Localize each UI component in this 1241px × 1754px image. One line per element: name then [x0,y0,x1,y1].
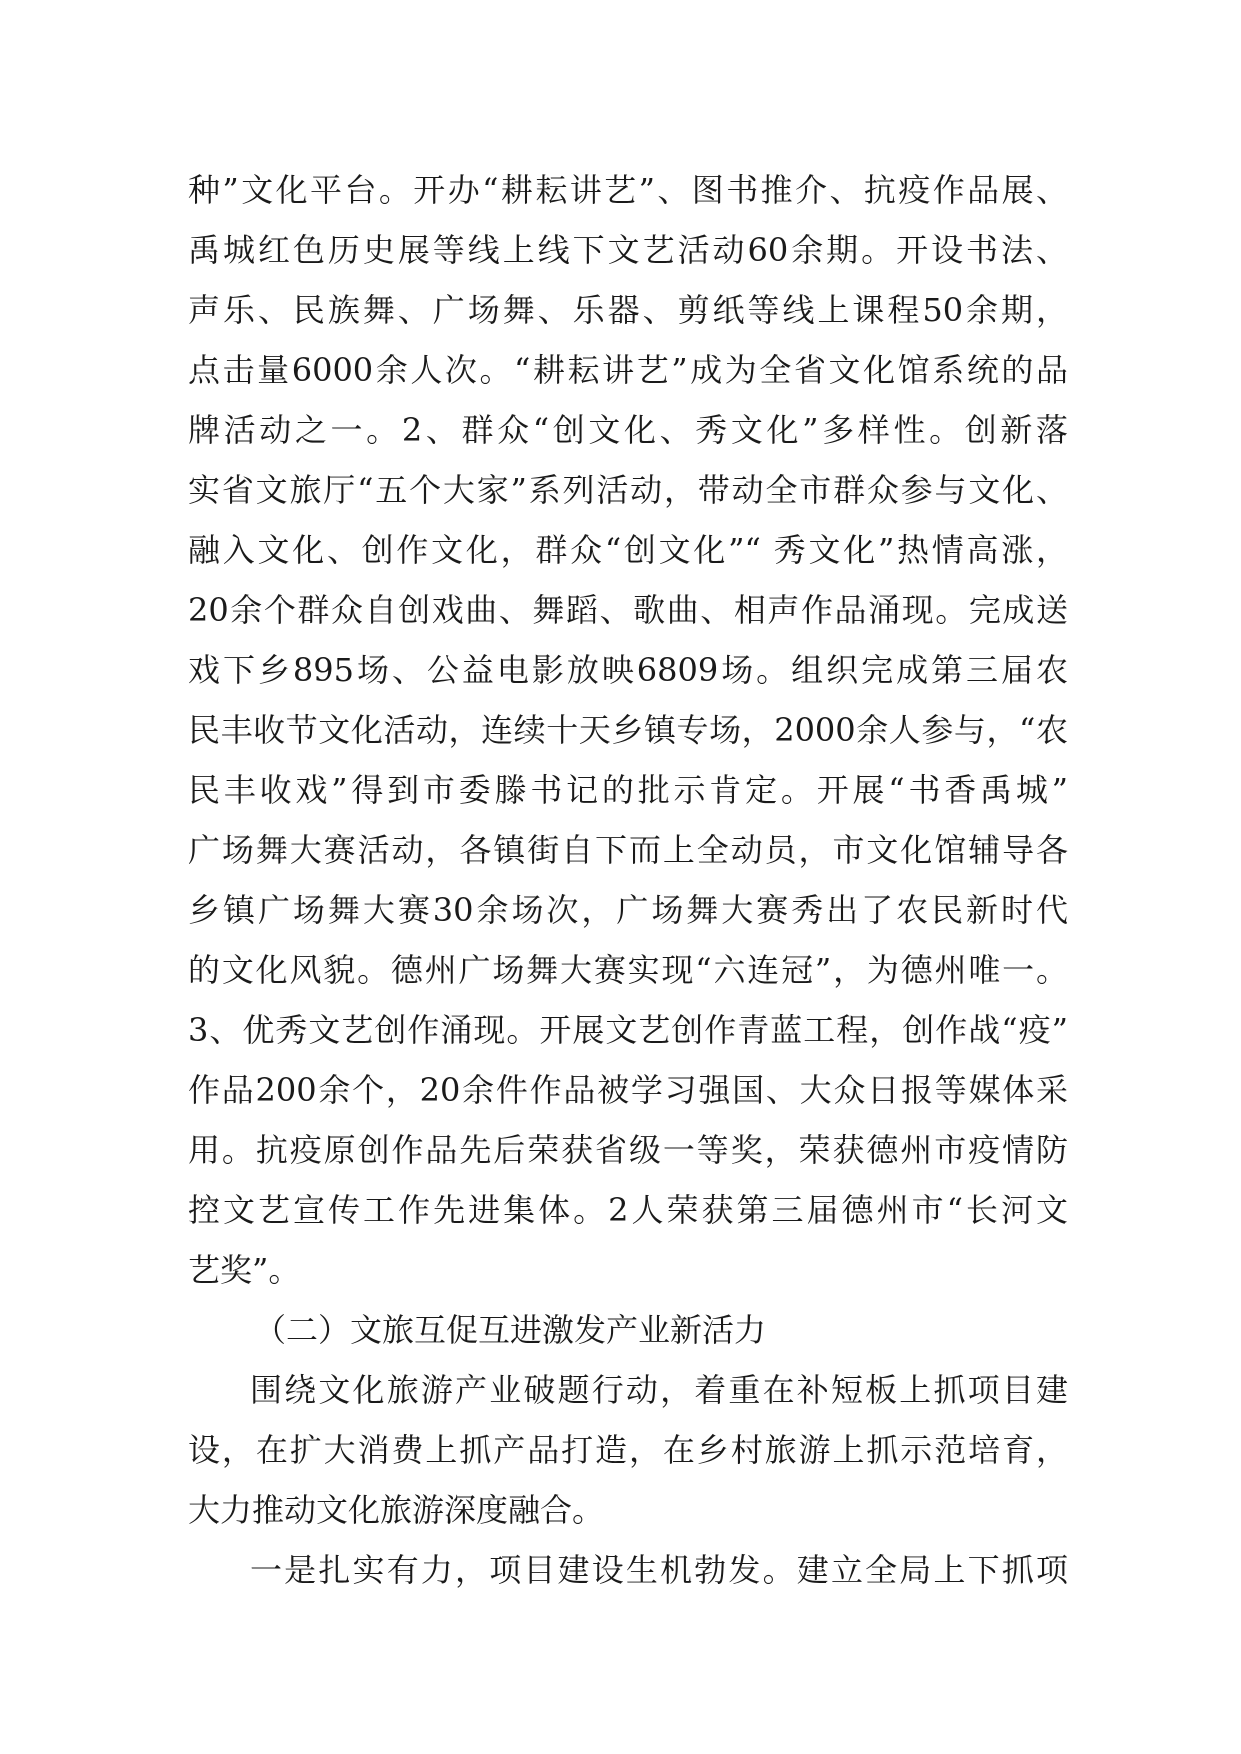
text-line: 种”文化平台。开办“耕耘讲艺”、图书推介、抗疫作品展、 [188,171,1068,209]
text-line: 3、优秀文艺创作涌现。开展文艺创作青蓝工程，创作战“疫” [188,1011,1068,1049]
text-line: 声乐、民族舞、广场舞、乐器、剪纸等线上课程50余期， [188,291,1068,329]
text-line: 用。抗疫原创作品先后荣获省级一等奖，荣获德州市疫情防 [188,1131,1068,1169]
text-line: 一是扎实有力，项目建设生机勃发。建立全局上下抓项 [250,1551,1068,1589]
document-body [188,160,1068,1600]
text-line: 戏下乡895场、公益电影放映6809场。组织完成第三届农 [188,651,1068,689]
text-line: 牌活动之一。2、群众“创文化、秀文化”多样性。创新落 [188,411,1068,449]
section-heading: （二）文旅互促互进激发产业新活力 [254,1311,767,1349]
text-line: 点击量6000余人次。“耕耘讲艺”成为全省文化馆系统的品 [188,351,1068,389]
text-line: 大力推动文化旅游深度融合。 [188,1491,605,1529]
text-line: 实省文旅厅“五个大家”系列活动，带动全市群众参与文化、 [188,471,1068,509]
text-line: 禹城红色历史展等线上线下文艺活动60余期。开设书法、 [188,231,1068,269]
text-line: 民丰收节文化活动，连续十天乡镇专场，2000余人参与，“农 [188,711,1068,749]
text-line: 作品200余个，20余件作品被学习强国、大众日报等媒体采 [188,1071,1068,1109]
text-line: 20余个群众自创戏曲、舞蹈、歌曲、相声作品涌现。完成送 [188,591,1068,629]
text-line: 民丰收戏”得到市委滕书记的批示肯定。开展“书香禹城” [188,771,1068,809]
text-line: 围绕文化旅游产业破题行动，着重在补短板上抓项目建 [250,1371,1068,1409]
text-line: 的文化风貌。德州广场舞大赛实现“六连冠”，为德州唯一。 [188,951,1068,989]
text-line: 融入文化、创作文化，群众“创文化”“ 秀文化”热情高涨， [188,531,1068,569]
text-line: 乡镇广场舞大赛30余场次，广场舞大赛秀出了农民新时代 [188,891,1068,929]
text-line: 广场舞大赛活动，各镇街自下而上全动员，市文化馆辅导各 [188,831,1068,869]
text-line: 艺奖”。 [188,1251,301,1289]
text-line: 控文艺宣传工作先进集体。2人荣获第三届德州市“长河文 [188,1191,1068,1229]
text-line: 设，在扩大消费上抓产品打造，在乡村旅游上抓示范培育， [188,1431,1068,1469]
